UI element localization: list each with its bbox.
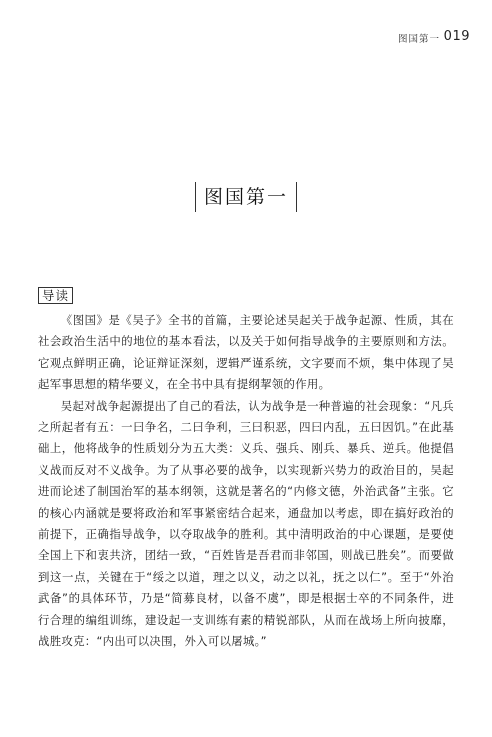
running-title: 图国第一 [397, 34, 440, 45]
page-number: 019 [443, 29, 470, 44]
paragraph-1: 《图国》是《吴子》全书的首篇，主要论述吴起关于战争起源、性质，其在社会政治生活中的地位的基本看法，以及关于如何指导战争的主要原则和方法。它观点鲜明正确，论证辩证深刻，逻辑严谨系统，文字要而不烦，集中体现了吴起军事思想的精华要义，在全书中具有提纲挈领的作用。 [38, 313, 454, 392]
section-tag: 导读 [38, 287, 73, 304]
paragraph-2: 吴起对战争起源提出了自己的看法，认为战争是一种普遍的社会现象：“凡兵之所起者有五：一曰争名，二曰争利，三曰积恶，四曰内乱，五曰因饥。”在此基础上，他将战争的性质划分为五大类：义兵、强兵、刚兵、暴兵、逆兵。他提倡义战而反对不义战争。为了从事必要的战争，以实现新兴势力的政治目的，吴起进而论述了制国治军的基本纲领，这就是著名的“内修文德，外治武备”主张。它的核心内涵就是要将政治和军事紧密结合起来，通盘加以考虑，即在搞好政治的前提下，正确指导战争，以夺取战争的胜利。其中清明政治的中心课题，是要使全国上下和衷共济，团结一致，“百姓皆是吾君而非邻国，则战已胜矣”。而要做到这一点，关键在于“绥之以道，理之以义，动之以礼，抚之以仁”。至于“外治武备”的具体环节，乃是“简募良材，以备不虞”，即是根据士卒的不同条件，进行合理的编组训练，建设起一支训练有素的精锐部队，从而在战场上所向披靡，战胜攻克：“内出可以决围，外入可以屠城。” [38, 398, 454, 649]
body-text [38, 310, 454, 653]
running-header [0, 30, 492, 46]
chapter-title: 图国第一 [195, 182, 297, 212]
chapter-title-block [0, 182, 492, 212]
